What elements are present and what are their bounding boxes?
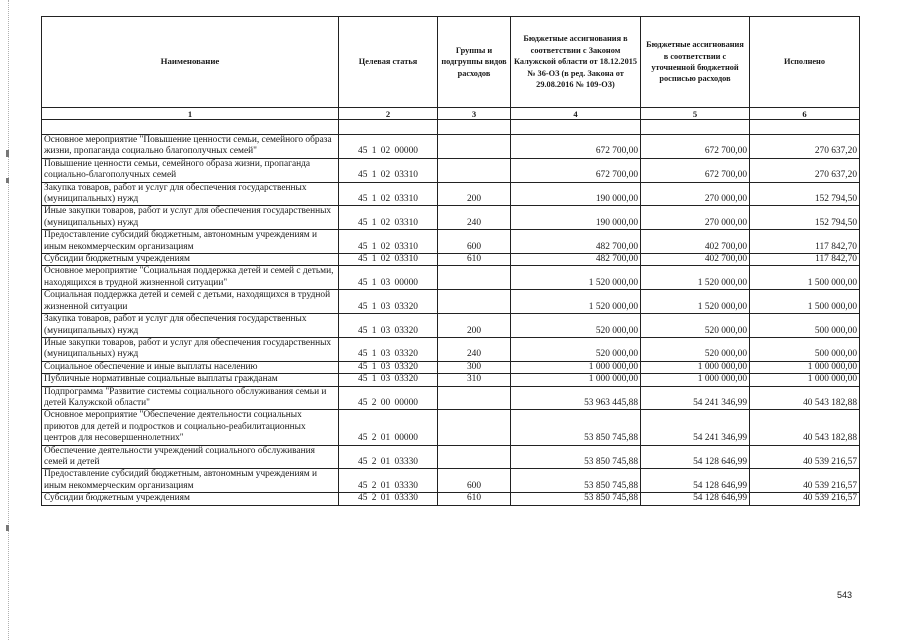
- row-name: Социальное обеспечение и иные выплаты населению: [42, 361, 339, 373]
- row-allocated: 1 000 000,00: [511, 361, 641, 373]
- row-group: 310: [438, 374, 511, 386]
- row-target-code: 45 1 02 03310: [339, 230, 438, 254]
- row-group: 600: [438, 230, 511, 254]
- page-edge-line: [8, 0, 9, 640]
- spacer-cell: [339, 120, 438, 135]
- row-allocated: 53 963 445,88: [511, 386, 641, 410]
- header-target: Целевая статья: [339, 17, 438, 108]
- row-executed: 152 794,50: [750, 182, 860, 206]
- header-executed: Исполнено: [750, 17, 860, 108]
- row-executed: 152 794,50: [750, 206, 860, 230]
- row-group: 610: [438, 493, 511, 505]
- row-target-code: 45 1 02 03310: [339, 158, 438, 182]
- row-target-code: 45 1 02 03310: [339, 254, 438, 266]
- row-refined: 270 000,00: [641, 182, 750, 206]
- row-name: Закупка товаров, работ и услуг для обеспечения государственных (муниципальных) нужд: [42, 182, 339, 206]
- row-executed: 500 000,00: [750, 337, 860, 361]
- row-allocated: 190 000,00: [511, 182, 641, 206]
- row-name: Субсидии бюджетным учреждениям: [42, 493, 339, 505]
- row-group: 200: [438, 314, 511, 338]
- spacer-cell: [750, 120, 860, 135]
- row-target-code: 45 1 03 00000: [339, 266, 438, 290]
- column-number: 5: [641, 108, 750, 120]
- table-row: [42, 230, 860, 254]
- row-refined: 1 000 000,00: [641, 374, 750, 386]
- header-name: Наименование: [42, 17, 339, 108]
- spacer-cell: [641, 120, 750, 135]
- row-allocated: 520 000,00: [511, 337, 641, 361]
- header-groups: Группы и подгруппы видов расходов: [438, 17, 511, 108]
- row-name: Предоставление субсидий бюджетным, автономным учреждениям и иным некоммерческим организациям: [42, 230, 339, 254]
- row-name: Подпрограмма "Развитие системы социального обслуживания семьи и детей Калужской области": [42, 386, 339, 410]
- row-name: Обеспечение деятельности учреждений социального обслуживания семей и детей: [42, 445, 339, 469]
- table-row: [42, 314, 860, 338]
- row-executed: 40 543 182,88: [750, 386, 860, 410]
- scan-mark: [6, 525, 9, 531]
- row-target-code: 45 2 01 03330: [339, 469, 438, 493]
- spacer-cell: [511, 120, 641, 135]
- row-allocated: 53 850 745,88: [511, 469, 641, 493]
- spacer-cell: [42, 120, 339, 135]
- row-allocated: 482 700,00: [511, 230, 641, 254]
- row-name: Предоставление субсидий бюджетным, автономным учреждениям и иным некоммерческим организациям: [42, 469, 339, 493]
- row-allocated: 482 700,00: [511, 254, 641, 266]
- row-allocated: 53 850 745,88: [511, 493, 641, 505]
- table-row: [42, 374, 860, 386]
- row-name: Иные закупки товаров, работ и услуг для обеспечения государственных (муниципальных) нужд: [42, 206, 339, 230]
- table-row: [42, 445, 860, 469]
- row-group: [438, 266, 511, 290]
- budget-table: [41, 16, 860, 506]
- column-number: 2: [339, 108, 438, 120]
- row-refined: 402 700,00: [641, 254, 750, 266]
- row-allocated: 1 520 000,00: [511, 290, 641, 314]
- row-target-code: 45 2 01 03330: [339, 445, 438, 469]
- row-group: 240: [438, 206, 511, 230]
- row-refined: 520 000,00: [641, 337, 750, 361]
- page-number: 543: [837, 590, 853, 600]
- table-row: [42, 266, 860, 290]
- row-allocated: 53 850 745,88: [511, 410, 641, 445]
- row-target-code: 45 1 03 03320: [339, 374, 438, 386]
- row-allocated: 1 000 000,00: [511, 374, 641, 386]
- row-group: [438, 386, 511, 410]
- row-group: [438, 445, 511, 469]
- row-refined: 672 700,00: [641, 135, 750, 159]
- row-target-code: 45 1 03 03320: [339, 314, 438, 338]
- row-executed: 40 543 182,88: [750, 410, 860, 445]
- table-header-row: [42, 17, 860, 108]
- table-row: [42, 135, 860, 159]
- table-row: [42, 206, 860, 230]
- row-refined: 54 128 646,99: [641, 445, 750, 469]
- row-name: Основное мероприятие "Повышение ценности семьи, семейного образа жизни, пропаганда социально благополучных семей": [42, 135, 339, 159]
- row-target-code: 45 2 01 03330: [339, 493, 438, 505]
- row-group: [438, 135, 511, 159]
- column-number: 3: [438, 108, 511, 120]
- header-allocations: Бюджетные ассигнования в соответствии с Законом Калужской области от 18.12.2015 № 36-ОЗ (в ред. Закона от 29.08.2016 № 109-ОЗ): [511, 17, 641, 108]
- column-number: 4: [511, 108, 641, 120]
- row-allocated: 520 000,00: [511, 314, 641, 338]
- row-name: Иные закупки товаров, работ и услуг для обеспечения государственных (муниципальных) нужд: [42, 337, 339, 361]
- row-group: 600: [438, 469, 511, 493]
- row-executed: 117 842,70: [750, 254, 860, 266]
- row-executed: 1 000 000,00: [750, 374, 860, 386]
- row-executed: 1 500 000,00: [750, 290, 860, 314]
- row-executed: 40 539 216,57: [750, 469, 860, 493]
- row-target-code: 45 1 02 03310: [339, 206, 438, 230]
- row-target-code: 45 2 01 00000: [339, 410, 438, 445]
- row-refined: 270 000,00: [641, 206, 750, 230]
- row-executed: 40 539 216,57: [750, 493, 860, 505]
- row-name: Основное мероприятие "Социальная поддержка детей и семей с детьми, находящихся в трудной жизненной ситуации": [42, 266, 339, 290]
- row-group: 200: [438, 182, 511, 206]
- table-row: [42, 158, 860, 182]
- row-target-code: 45 1 02 00000: [339, 135, 438, 159]
- row-allocated: 672 700,00: [511, 158, 641, 182]
- row-allocated: 190 000,00: [511, 206, 641, 230]
- row-executed: 270 637,20: [750, 135, 860, 159]
- row-group: [438, 290, 511, 314]
- row-group: 240: [438, 337, 511, 361]
- row-refined: 402 700,00: [641, 230, 750, 254]
- table-row: [42, 469, 860, 493]
- row-target-code: 45 1 03 03320: [339, 337, 438, 361]
- row-refined: 520 000,00: [641, 314, 750, 338]
- row-executed: 500 000,00: [750, 314, 860, 338]
- row-executed: 270 637,20: [750, 158, 860, 182]
- table-row: [42, 493, 860, 505]
- row-allocated: 1 520 000,00: [511, 266, 641, 290]
- spacer-row: [42, 120, 860, 135]
- row-refined: 54 128 646,99: [641, 493, 750, 505]
- row-executed: 40 539 216,57: [750, 445, 860, 469]
- row-allocated: 53 850 745,88: [511, 445, 641, 469]
- table-row: [42, 361, 860, 373]
- spacer-cell: [438, 120, 511, 135]
- row-group: [438, 410, 511, 445]
- row-target-code: 45 1 03 03320: [339, 361, 438, 373]
- column-number: 6: [750, 108, 860, 120]
- row-executed: 1 000 000,00: [750, 361, 860, 373]
- scan-mark: [6, 178, 9, 183]
- table-row: [42, 254, 860, 266]
- table-row: [42, 182, 860, 206]
- row-name: Основное мероприятие "Обеспечение деятельности социальных приютов для детей и подростков и социально-реабилитационных центров для несовершеннолетних": [42, 410, 339, 445]
- row-name: Социальная поддержка детей и семей с детьми, находящихся в трудной жизненной ситуации: [42, 290, 339, 314]
- row-allocated: 672 700,00: [511, 135, 641, 159]
- row-refined: 1 520 000,00: [641, 290, 750, 314]
- row-refined: 54 241 346,99: [641, 410, 750, 445]
- table-row: [42, 337, 860, 361]
- table-row: [42, 410, 860, 445]
- table-row: [42, 290, 860, 314]
- row-refined: 1 000 000,00: [641, 361, 750, 373]
- row-group: 610: [438, 254, 511, 266]
- scan-mark: [6, 150, 9, 157]
- table-row: [42, 386, 860, 410]
- row-group: [438, 158, 511, 182]
- row-target-code: 45 2 00 00000: [339, 386, 438, 410]
- row-group: 300: [438, 361, 511, 373]
- row-executed: 1 500 000,00: [750, 266, 860, 290]
- row-refined: 1 520 000,00: [641, 266, 750, 290]
- row-refined: 672 700,00: [641, 158, 750, 182]
- row-name: Публичные нормативные социальные выплаты гражданам: [42, 374, 339, 386]
- row-refined: 54 128 646,99: [641, 469, 750, 493]
- row-refined: 54 241 346,99: [641, 386, 750, 410]
- header-refined: Бюджетные ассигнования в соответствии с уточненной бюджетной росписью расходов: [641, 17, 750, 108]
- row-target-code: 45 1 03 03320: [339, 290, 438, 314]
- row-name: Повышение ценности семьи, семейного образа жизни, пропаганда социально-благополучных семей: [42, 158, 339, 182]
- row-executed: 117 842,70: [750, 230, 860, 254]
- column-number-row: [42, 108, 860, 120]
- row-name: Закупка товаров, работ и услуг для обеспечения государственных (муниципальных) нужд: [42, 314, 339, 338]
- row-name: Субсидии бюджетным учреждениям: [42, 254, 339, 266]
- row-target-code: 45 1 02 03310: [339, 182, 438, 206]
- column-number: 1: [42, 108, 339, 120]
